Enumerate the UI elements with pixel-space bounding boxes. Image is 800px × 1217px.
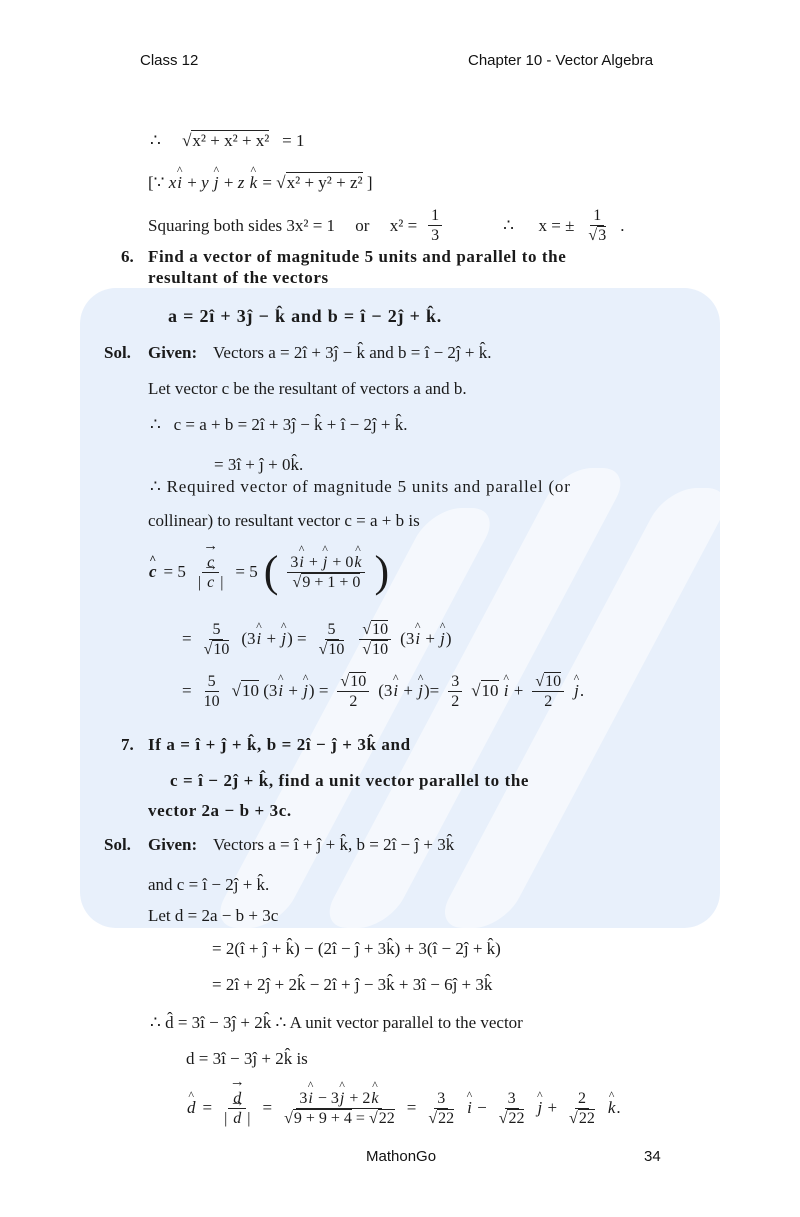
sol6-given-label: Given: — [148, 343, 198, 362]
sol6-c-result: = 3î + ĵ + 0k̂. — [214, 455, 304, 474]
numerator: 1 — [590, 206, 604, 226]
fraction-one-third — [428, 206, 442, 245]
sqrt-icon — [588, 227, 597, 244]
fraction-d-normalized: 3^ i − 3^ j + 2^ k √ 9 + 9 + 4 = √ 22 — [281, 1089, 398, 1128]
therefore-symbol: ∴ — [150, 131, 161, 150]
x2-eq: x² = — [389, 215, 418, 235]
sol6-let-text: Let vector c be the resultant of vectors a and b. — [148, 379, 467, 398]
therefore-symbol: ∴ — [503, 215, 514, 235]
q6-question-line2: resultant of the vectors — [148, 268, 329, 287]
x-eq: x = ± — [538, 215, 575, 235]
or-text: or — [355, 215, 370, 235]
q6-question-line1: Find a vector of magnitude 5 units and parallel to the — [148, 247, 567, 266]
sqrt-icon — [276, 173, 285, 192]
squaring-text: Squaring both sides 3x² = 1 — [148, 215, 336, 235]
header-chapter: Chapter 10 - Vector Algebra — [468, 52, 654, 69]
footer-brand: MathonGo — [366, 1148, 437, 1165]
sol7-given-label: Given: — [148, 835, 198, 854]
sol7-and-c: and c = î − 2ĵ + k̂. — [148, 875, 270, 894]
sol6-given-text: Vectors a = 2î + 3ĵ − k̂ and b = î − 2ĵ + k̂. — [213, 343, 492, 362]
fraction-one-root3 — [585, 206, 609, 245]
radicand: x² + y² + z² — [286, 173, 363, 192]
q7-line2: c = î − 2ĵ + k̂, find a unit vector parallel to the — [170, 771, 530, 790]
q7-number: 7. — [121, 735, 134, 754]
sol6-required-line2: collinear) to resultant vector c = a + b is — [148, 511, 420, 530]
sol6-step1: ^ c = 5 → $\frac{c}{| \to c |}$ = 5 ( 3^ i + ^ j + 0^ k √ 9 + 1 + 0 ) — [148, 540, 389, 604]
sol6-step3: = $\frac{5}{10}$ √ 10 (3^ i + ^ j) = √ $\frac{10}{2}$ (3^ i + ^ j)= $\frac{3}{2}$ √ 10 ^ i + √ $\frac{10}{2}$ ^ j. — [182, 666, 584, 716]
header-class: Class 12 — [140, 52, 199, 69]
q6-number: 6. — [121, 247, 134, 266]
because-close: ] — [366, 173, 373, 192]
fraction-c-normalized: 3^ i + ^ j + 0^ k √ 9 + 1 + 0 — [287, 553, 365, 592]
radicand: x² + x² + x² — [192, 131, 270, 150]
squaring-line: Squaring both sides 3x² = 1 or x² = $\frac{1}{3}$ ∴ x = ± 1 √ 3 . — [148, 206, 624, 245]
sol7-label: Sol. — [104, 835, 131, 854]
therefore-symbol: ∴ — [150, 415, 161, 434]
q7-line1: If a = î + ĵ + k̂, b = 2î − ĵ + 3k̂ and — [148, 735, 411, 754]
footer-page-number: 34 — [644, 1148, 661, 1165]
because-line: [∵ x^ i + y ^ j + z ^ k = √ x² + y² + z² ] — [148, 172, 373, 194]
sol7-expand2: = 2î + 2ĵ + 2k̂ − 2î + ĵ − 3k̂ + 3î − 6ĵ + 3k̂ — [212, 975, 493, 994]
radicand: 3 — [598, 227, 607, 244]
sol7-unit-vector: ^ d = → $\frac{d}{| \to d |}$ = 3^ i − 3^ j + 2^ k √ 9 + 9 + 4 = √ 22 = 3 √ 22 ^ i − 3 √ 22 ^ j + 2 √ 22 ^ k. — [186, 1080, 621, 1136]
because-open: [∵ — [148, 173, 165, 192]
sol6-step2: = 5 √ 10 (3^ i + ^ j) = 5 √ 10 √ 10 √ 10 (3^ i + ^ j) — [182, 614, 452, 664]
sol7-d-vec: d = 3î − 3ĵ + 2k̂ is — [186, 1049, 308, 1068]
sol7-given-text: Vectors a = î + ĵ + k̂, b = 2î − ĵ + 3k̂ — [213, 835, 455, 854]
sol6-c-sum — [150, 414, 408, 436]
denominator: 3 — [431, 227, 440, 244]
sol7-expand1: = 2(î + ĵ + k̂) − (2î − ĵ + 3k̂) + 3(î − 2ĵ + k̂) — [212, 939, 501, 958]
q6-vectors-line: a = 2î + 3ĵ − k̂ and b = î − 2ĵ + k̂. — [168, 306, 443, 326]
fraction-d-over-mod-d: → $\frac{d}{| \to d |}$ — [221, 1089, 253, 1128]
numerator: 1 — [428, 206, 442, 226]
fraction-c-over-mod-c: → $\frac{c}{| \to c |}$ — [195, 553, 227, 592]
sol7-d-result: ∴ d̂ = 3î − 3ĵ + 2k̂ ∴ A unit vector parallel to the vector — [150, 1013, 523, 1032]
eq-rhs: = 1 — [282, 131, 305, 150]
denominator — [585, 226, 609, 245]
sol6-required-line1: ∴ Required vector of magnitude 5 units and parallel (or — [150, 477, 571, 496]
eq-sqrt-x2 — [150, 130, 304, 152]
q7-line3: vector 2a − b + 3c. — [148, 801, 292, 820]
sol6-label: Sol. — [104, 343, 131, 362]
c-sum-text: c = a + b = 2î + 3ĵ − k̂ + î − 2ĵ + k̂. — [173, 415, 408, 434]
sol7-let-d: Let d = 2a − b + 3c — [148, 906, 279, 925]
